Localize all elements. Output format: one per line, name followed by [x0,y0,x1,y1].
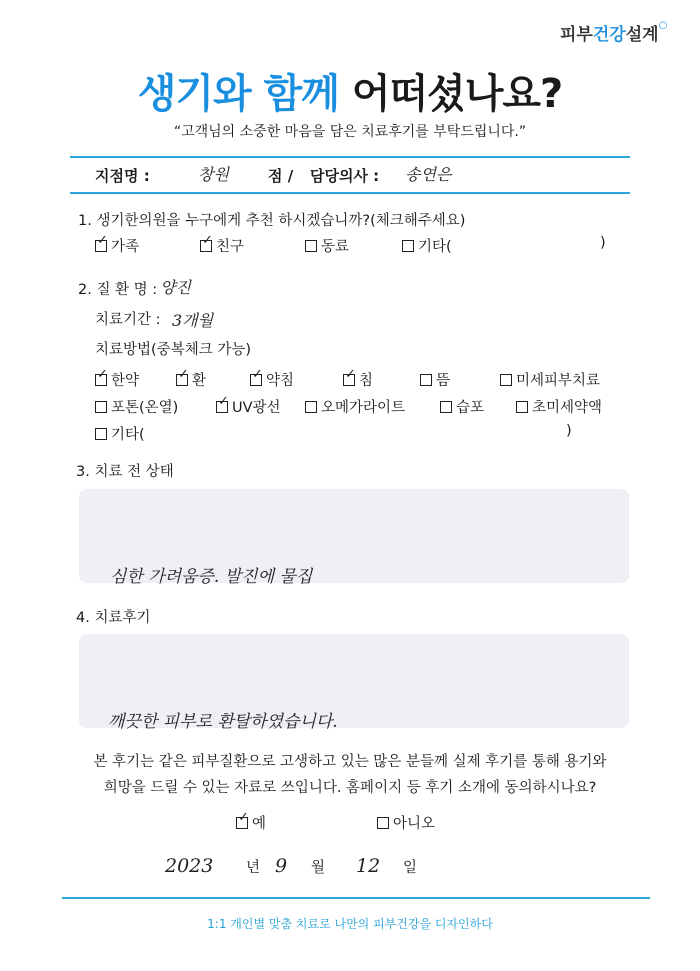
q1-question: 1. 생기한의원을 누구에게 추천 하시겠습니까?(체크해주세요) [78,213,466,229]
logo-dot-icon: ○ [658,20,668,31]
checkbox-icon[interactable] [500,374,512,386]
method-omega-light[interactable]: 오메가라이트 [305,396,405,417]
date-month-label: 월 [311,860,326,876]
page-title: 생기와 함께 어떠셨나요? [137,71,563,117]
branch-label: 지점명 : [95,167,150,185]
disease-label: 2. 질 환 명 : [78,282,158,298]
checkbox-checked-icon[interactable] [343,374,355,386]
consent-yes[interactable]: ✓예 [236,812,266,833]
method-compress[interactable]: 습포 [440,396,484,417]
period-value: 3개월 [172,311,214,330]
method-pill[interactable]: ✓ 환 [176,369,206,390]
doctor-label: 담당의사 : [310,167,380,185]
q4-label: 4. 치료후기 [76,610,151,626]
checkbox-checked-icon[interactable] [95,374,107,386]
checkbox-checked-icon[interactable] [216,401,228,413]
divider-bottom [62,897,650,899]
q1-close-paren: ) [600,235,606,251]
method-label: 치료방법(중복체크 가능) [95,342,251,358]
brand-logo: 피부건강설계○ [560,20,668,45]
method-other[interactable]: 기타( [95,423,145,444]
q4-answer: 깨끗한 피부로 환탈하였습니다. [108,712,338,732]
doctor-value: 송연은 [405,165,452,184]
q3-label: 3. 치료 전 상태 [76,464,174,480]
disease-value: 양진 [160,278,191,297]
method-photon[interactable]: 포톤(온열) [95,396,178,417]
checkbox-icon[interactable] [516,401,528,413]
date-day: 12 [356,855,381,877]
checkbox-icon[interactable] [95,428,107,440]
period-label: 치료기간 : [95,312,161,328]
consent-no[interactable]: 아니오 [377,812,435,833]
q3-answer: 심한 가려움증. 발진에 물집 [110,567,313,587]
date-year-label: 년 [246,860,261,876]
q1-option-other[interactable]: 기타( [402,235,452,256]
checkbox-checked-icon[interactable] [95,240,107,252]
q1-option-colleague[interactable]: 동료 [305,235,349,256]
divider-top [70,156,630,158]
checkbox-icon[interactable] [305,401,317,413]
branch-value: 창원 [198,165,229,184]
footer-slogan: 1:1 개인별 맞춤 치료로 나만의 피부건강을 디자인하다 [207,917,493,931]
method-herbal[interactable]: ✓한약 [95,369,139,390]
method-pharmacopuncture[interactable]: ✓ 약침 [250,369,294,390]
checkbox-checked-icon[interactable] [200,240,212,252]
method-micro-solution[interactable]: 초미세약액 [516,396,602,417]
method-uv[interactable]: ✓ UV광선 [216,396,281,417]
date-year: 2023 [165,855,214,877]
checkbox-icon[interactable] [95,401,107,413]
date-day-label: 일 [403,860,418,876]
consent-line-1: 본 후기는 같은 피부질환으로 고생하고 있는 많은 분들께 실제 후기를 통해 용기와 [93,754,607,770]
checkbox-checked-icon[interactable] [250,374,262,386]
method-micro-skin[interactable]: 미세피부치료 [500,369,600,390]
page-subtitle: “고객님의 소중한 마음을 담은 치료후기를 부탁드립니다.” [173,124,527,140]
method-acupuncture[interactable]: ✓ 침 [343,369,373,390]
checkbox-icon[interactable] [440,401,452,413]
date-month: 9 [275,855,288,877]
consent-line-2: 희망을 드릴 수 있는 자료로 쓰입니다. 홈페이지 등 후기 소개에 동의하시나요? [103,780,597,796]
checkbox-checked-icon[interactable] [236,817,248,829]
q1-option-friend[interactable]: ✓ 친구 [200,235,244,256]
method-moxibustion[interactable]: 뜸 [420,369,450,390]
checkbox-checked-icon[interactable] [176,374,188,386]
checkbox-icon[interactable] [402,240,414,252]
q1-option-family[interactable]: ✓가족 [95,235,139,256]
branch-suffix: 점 / [268,167,294,185]
checkbox-icon[interactable] [377,817,389,829]
method-close-paren: ) [566,423,572,439]
divider-info [70,192,630,194]
checkbox-icon[interactable] [420,374,432,386]
checkbox-icon[interactable] [305,240,317,252]
